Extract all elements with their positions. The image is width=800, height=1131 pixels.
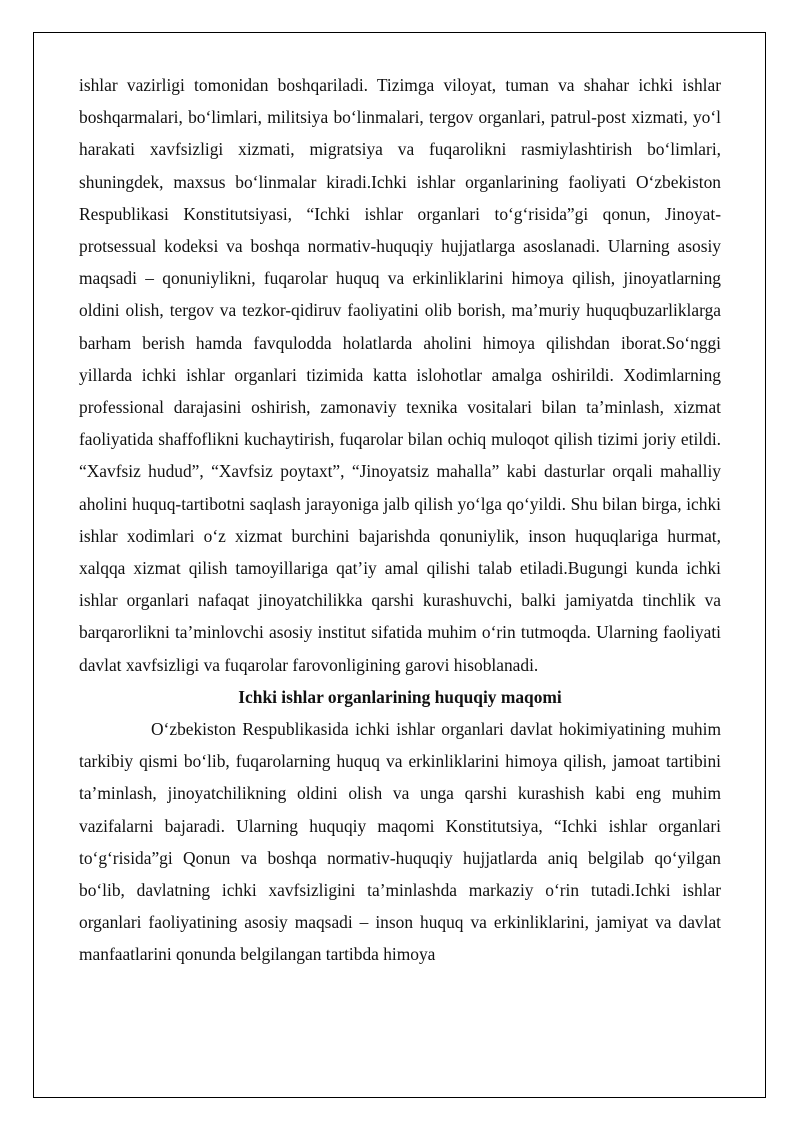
document-body [79,69,721,971]
body-paragraph: ishlar vazirligi tomonidan boshqariladi. Tizimga viloyat, tuman va shahar ichki ishlar boshqarmalari, bo‘limlari, militsiya bo‘linmalari, tergov organlari, patrul-post xizmati, yo‘l harakati xavfsizligi xizmati, migratsiya va fuqarolikni rasmiylashtirish bo‘limlari, shuningdek, maxsus bo‘linmalar kiradi.Ichki ishlar organlarining faoliyati O‘zbekiston Respublikasi Konstitutsiyasi, “Ichki ishlar organlari to‘g‘risida”gi qonun, Jinoyat-protsessual kodeksi va boshqa normativ-huquqiy hujjatlarga asoslanadi. Ularning asosiy maqsadi – qonuniylikni, fuqarolar huquq va erkinliklarini himoya qilish, jinoyatlarning oldini olish, tergov va tezkor-qidiruv faoliyatini olib borish, ma’muriy huquqbuzarliklarga barham berish hamda favqulodda holatlarda aholini himoya qilishdan iborat.So‘nggi yillarda ichki ishlar organlari tizimida katta islohotlar amalga oshirildi. Xodimlarning professional darajasini oshirish, zamonaviy texnika vositalari bilan ta’minlash, xizmat faoliyatida shaffoflikni kuchaytirish, fuqarolar bilan ochiq muloqot qilish tizimi joriy etildi. “Xavfsiz hudud”, “Xavfsiz poytaxt”, “Jinoyatsiz mahalla” kabi dasturlar orqali mahalliy aholini huquq-tartibotni saqlash jarayoniga jalb qilish yo‘lga qo‘yildi. Shu bilan birga, ichki ishlar xodimlari o‘z xizmat burchini bajarishda qonuniylik, inson huquqlariga hurmat, xalqqa xizmat qilish tamoyillariga qat’iy amal qilishi talab etiladi.Bugungi kunda ichki ishlar organlari nafaqat jinoyatchilikka qarshi kurashuvchi, balki jamiyatda tinchlik va barqarorlikni ta’minlovchi asosiy institut sifatida muhim o‘rin tutmoqda. Ularning faoliyati davlat xavfsizligi va fuqarolar farovonligining garovi hisoblanadi. [79,75,721,675]
body-paragraph: O‘zbekiston Respublikasida ichki ishlar organlari davlat hokimiyatining muhim tarkibiy qismi bo‘lib, fuqarolarning huquq va erkinliklarini himoya qilish, jamoat tartibini ta’minlash, jinoyatchilikning oldini olish va unga qarshi kurashish kabi eng muhim vazifalarni bajaradi. Ularning huquqiy maqomi Konstitutsiya, “Ichki ishlar organlari to‘g‘risida”gi Qonun va boshqa normativ-huquqiy hujjatlarda aniq belgilab qo‘yilgan bo‘lib, davlatning ichki xavfsizligini ta’minlashda markaziy o‘rin tutadi.Ichki ishlar organlari faoliyatining asosiy maqsadi – inson huquq va erkinliklarini, jamiyat va davlat manfaatlarini qonunda belgilangan tartibda himoya [79,719,721,965]
section-heading: Ichki ishlar organlarining huquqiy maqomi [238,686,562,707]
